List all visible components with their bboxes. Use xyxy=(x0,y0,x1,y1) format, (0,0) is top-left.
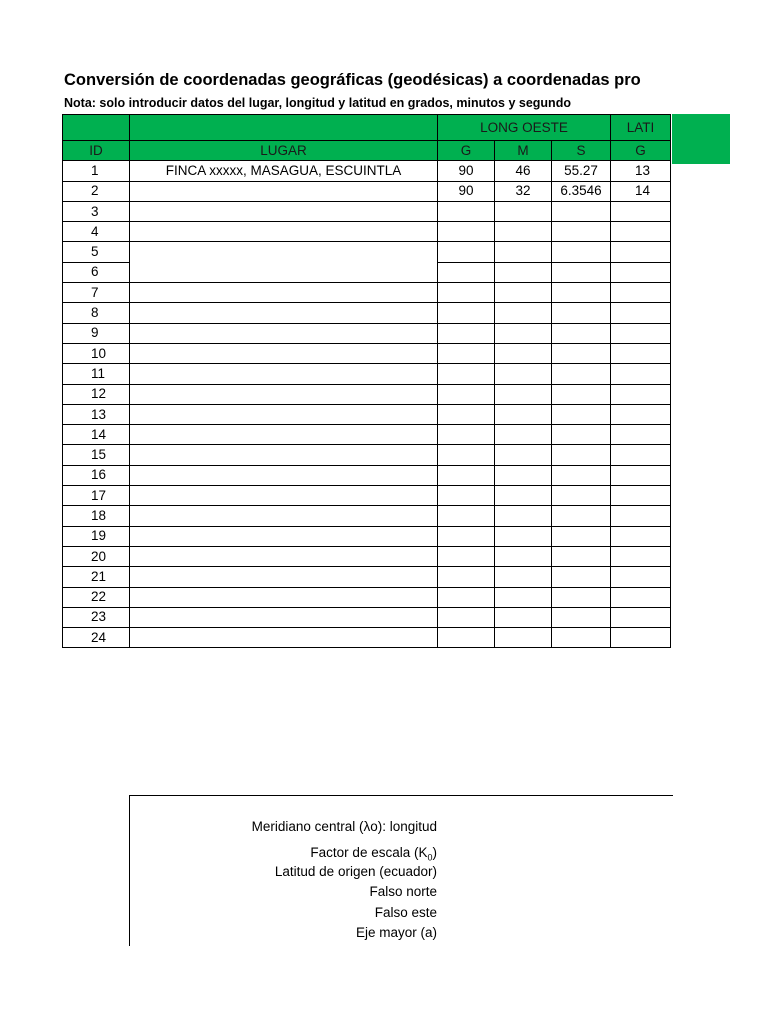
cell-lat-g[interactable] xyxy=(611,364,671,384)
cell-lugar[interactable] xyxy=(130,242,438,283)
header-lat-g: G xyxy=(611,141,671,161)
cell-long-m[interactable] xyxy=(495,222,552,242)
table-row xyxy=(63,506,671,526)
cell-lugar[interactable] xyxy=(130,486,438,506)
cell-lugar[interactable] xyxy=(130,283,438,303)
cell-id[interactable]: 8 xyxy=(63,303,130,323)
cell-long-m[interactable] xyxy=(495,546,552,566)
param-eje-mayor: Eje mayor (a) xyxy=(355,925,437,940)
cell-id[interactable]: 18 xyxy=(63,506,130,526)
cell-lugar[interactable] xyxy=(130,323,438,343)
table-row xyxy=(63,587,671,607)
cell-lugar[interactable] xyxy=(130,628,438,648)
cell-lat-g[interactable] xyxy=(611,526,671,546)
cell-long-m[interactable] xyxy=(495,384,552,404)
param-factor-close: ) xyxy=(432,845,437,860)
cell-id[interactable]: 3 xyxy=(63,201,130,221)
cell-long-s[interactable] xyxy=(552,303,611,323)
cell-lat-g[interactable] xyxy=(611,384,671,404)
cell-id[interactable]: 7 xyxy=(63,283,130,303)
header-latitud: LATI xyxy=(611,115,671,141)
cell-lugar[interactable] xyxy=(130,607,438,627)
cell-long-g[interactable] xyxy=(438,506,495,526)
cell-long-g[interactable] xyxy=(438,445,495,465)
cell-lat-g[interactable] xyxy=(611,587,671,607)
cell-long-s[interactable] xyxy=(552,425,611,445)
cell-long-m[interactable] xyxy=(495,425,552,445)
cell-long-s[interactable] xyxy=(552,384,611,404)
cell-id[interactable]: 23 xyxy=(63,607,130,627)
param-latitud-origen: Latitud de origen (ecuador) xyxy=(274,864,437,879)
cell-lugar[interactable] xyxy=(130,425,438,445)
cell-long-g[interactable]: 90 xyxy=(438,161,495,181)
cell-long-s[interactable] xyxy=(552,201,611,221)
param-factor-subscript: 0 xyxy=(427,852,433,863)
cell-id[interactable]: 13 xyxy=(63,404,130,424)
cell-long-g[interactable] xyxy=(438,323,495,343)
cell-long-m[interactable] xyxy=(495,526,552,546)
cell-lat-g[interactable] xyxy=(611,222,671,242)
cell-lat-g[interactable] xyxy=(611,343,671,363)
param-factor-escala xyxy=(310,845,437,863)
cell-id[interactable]: 16 xyxy=(63,465,130,485)
header-cell-blank xyxy=(63,115,130,141)
cell-long-s[interactable] xyxy=(552,567,611,587)
header-m: M xyxy=(495,141,552,161)
table-row xyxy=(63,343,671,363)
cell-long-s[interactable]: 55.27 xyxy=(552,161,611,181)
table-row xyxy=(63,384,671,404)
cell-long-m[interactable] xyxy=(495,303,552,323)
header-g: G xyxy=(438,141,495,161)
cell-lugar[interactable] xyxy=(130,546,438,566)
cell-id[interactable]: 9 xyxy=(63,323,130,343)
cell-long-m[interactable] xyxy=(495,262,552,282)
cell-lugar[interactable] xyxy=(130,222,438,242)
cell-long-m[interactable] xyxy=(495,404,552,424)
cell-id[interactable]: 22 xyxy=(63,587,130,607)
table-row xyxy=(63,425,671,445)
cell-long-s[interactable]: 6.3546 xyxy=(552,181,611,201)
cell-id[interactable]: 19 xyxy=(63,526,130,546)
cell-id[interactable]: 24 xyxy=(63,628,130,648)
table-row xyxy=(63,242,671,262)
cell-id[interactable]: 6 xyxy=(63,262,130,282)
cell-long-g[interactable] xyxy=(438,628,495,648)
header-overflow-band xyxy=(672,114,730,164)
cell-long-s[interactable] xyxy=(552,343,611,363)
cell-long-s[interactable] xyxy=(552,465,611,485)
cell-lugar[interactable] xyxy=(130,465,438,485)
header-long-oeste: LONG OESTE xyxy=(438,115,611,141)
cell-long-s[interactable] xyxy=(552,486,611,506)
sheet-note: Nota: solo introducir datos del lugar, longitud y latitud en grados, minutos y segundo xyxy=(64,96,571,110)
table-row xyxy=(63,161,671,181)
table-row xyxy=(63,607,671,627)
cell-id[interactable]: 11 xyxy=(63,364,130,384)
table-row xyxy=(63,201,671,221)
cell-long-m[interactable] xyxy=(495,201,552,221)
header-cell-blank xyxy=(130,115,438,141)
cell-long-s[interactable] xyxy=(552,546,611,566)
table-row xyxy=(63,445,671,465)
table-row xyxy=(63,404,671,424)
cell-lat-g[interactable] xyxy=(611,303,671,323)
coordinates-table xyxy=(62,114,671,648)
param-meridiano-central: Meridiano central (λo): longitud xyxy=(251,819,437,834)
cell-long-s[interactable] xyxy=(552,323,611,343)
cell-long-g[interactable] xyxy=(438,587,495,607)
cell-long-m[interactable]: 32 xyxy=(495,181,552,201)
cell-long-m[interactable] xyxy=(495,628,552,648)
cell-long-g[interactable]: 90 xyxy=(438,181,495,201)
cell-long-g[interactable] xyxy=(438,526,495,546)
param-falso-norte: Falso norte xyxy=(369,884,437,899)
table-row xyxy=(63,323,671,343)
header-lugar: LUGAR xyxy=(130,141,438,161)
param-factor-text: Factor de escala (K xyxy=(310,845,428,860)
cell-id[interactable]: 17 xyxy=(63,486,130,506)
cell-id[interactable]: 2 xyxy=(63,181,130,201)
cell-lat-g[interactable] xyxy=(611,262,671,282)
cell-id[interactable]: 12 xyxy=(63,384,130,404)
table-row xyxy=(63,364,671,384)
cell-long-m[interactable] xyxy=(495,486,552,506)
cell-lat-g[interactable] xyxy=(611,404,671,424)
header-s: S xyxy=(552,141,611,161)
cell-lugar[interactable]: FINCA xxxxx, MASAGUA, ESCUINTLA xyxy=(130,161,438,181)
cell-long-s[interactable] xyxy=(552,222,611,242)
cell-lugar[interactable] xyxy=(130,181,438,201)
cell-lat-g[interactable] xyxy=(611,567,671,587)
table-row xyxy=(63,465,671,485)
cell-long-s[interactable] xyxy=(552,587,611,607)
cell-long-s[interactable] xyxy=(552,628,611,648)
cell-long-m[interactable] xyxy=(495,567,552,587)
cell-long-s[interactable] xyxy=(552,404,611,424)
projection-parameters-box xyxy=(129,795,673,946)
coordinates-table-area xyxy=(62,114,672,655)
cell-id[interactable]: 10 xyxy=(63,343,130,363)
cell-long-s[interactable] xyxy=(552,445,611,465)
cell-long-g[interactable] xyxy=(438,262,495,282)
cell-lat-g[interactable] xyxy=(611,201,671,221)
cell-long-m[interactable] xyxy=(495,607,552,627)
cell-lat-g[interactable]: 14 xyxy=(611,181,671,201)
cell-lat-g[interactable] xyxy=(611,445,671,465)
cell-long-g[interactable] xyxy=(438,201,495,221)
cell-lat-g[interactable]: 13 xyxy=(611,161,671,181)
cell-id[interactable]: 20 xyxy=(63,546,130,566)
cell-lugar[interactable] xyxy=(130,526,438,546)
cell-lat-g[interactable] xyxy=(611,465,671,485)
table-row xyxy=(63,546,671,566)
cell-lugar[interactable] xyxy=(130,587,438,607)
cell-long-g[interactable] xyxy=(438,486,495,506)
cell-long-m[interactable] xyxy=(495,343,552,363)
cell-long-g[interactable] xyxy=(438,222,495,242)
param-falso-este: Falso este xyxy=(374,905,437,920)
cell-lugar[interactable] xyxy=(130,404,438,424)
cell-lugar[interactable] xyxy=(130,364,438,384)
table-row xyxy=(63,628,671,648)
cell-long-g[interactable] xyxy=(438,242,495,262)
cell-id[interactable]: 4 xyxy=(63,222,130,242)
cell-long-g[interactable] xyxy=(438,303,495,323)
cell-long-m[interactable] xyxy=(495,506,552,526)
cell-lat-g[interactable] xyxy=(611,283,671,303)
table-row xyxy=(63,526,671,546)
table-row xyxy=(63,486,671,506)
header-group-row xyxy=(63,115,671,141)
cell-id[interactable]: 21 xyxy=(63,567,130,587)
cell-lat-g[interactable] xyxy=(611,242,671,262)
sheet-title: Conversión de coordenadas geográficas (geodésicas) a coordenadas pro xyxy=(64,71,641,89)
header-id: ID xyxy=(63,141,130,161)
cell-lat-g[interactable] xyxy=(611,607,671,627)
cell-long-g[interactable] xyxy=(438,465,495,485)
cell-lugar[interactable] xyxy=(130,303,438,323)
table-row xyxy=(63,181,671,201)
cell-long-g[interactable] xyxy=(438,425,495,445)
cell-lugar[interactable] xyxy=(130,506,438,526)
cell-lugar[interactable] xyxy=(130,384,438,404)
cell-long-m[interactable]: 46 xyxy=(495,161,552,181)
cell-long-g[interactable] xyxy=(438,546,495,566)
cell-long-g[interactable] xyxy=(438,567,495,587)
cell-long-m[interactable] xyxy=(495,445,552,465)
cell-long-m[interactable] xyxy=(495,323,552,343)
cell-long-s[interactable] xyxy=(552,506,611,526)
cell-lugar[interactable] xyxy=(130,445,438,465)
cell-long-g[interactable] xyxy=(438,343,495,363)
header-column-row xyxy=(63,141,671,161)
cell-lugar[interactable] xyxy=(130,567,438,587)
cell-long-m[interactable] xyxy=(495,465,552,485)
cell-long-s[interactable] xyxy=(552,242,611,262)
cell-long-g[interactable] xyxy=(438,384,495,404)
cell-lugar[interactable] xyxy=(130,201,438,221)
cell-long-g[interactable] xyxy=(438,364,495,384)
cell-lugar[interactable] xyxy=(130,343,438,363)
cell-id[interactable]: 14 xyxy=(63,425,130,445)
cell-id[interactable]: 1 xyxy=(63,161,130,181)
cell-long-s[interactable] xyxy=(552,364,611,384)
table-row xyxy=(63,303,671,323)
cell-long-s[interactable] xyxy=(552,262,611,282)
cell-long-m[interactable] xyxy=(495,587,552,607)
cell-long-s[interactable] xyxy=(552,607,611,627)
cell-id[interactable]: 15 xyxy=(63,445,130,465)
table-row xyxy=(63,283,671,303)
cell-lat-g[interactable] xyxy=(611,506,671,526)
table-row xyxy=(63,567,671,587)
cell-long-s[interactable] xyxy=(552,526,611,546)
table-row xyxy=(63,222,671,242)
cell-lat-g[interactable] xyxy=(611,628,671,648)
cell-lat-g[interactable] xyxy=(611,323,671,343)
cell-id[interactable]: 5 xyxy=(63,242,130,262)
cell-lat-g[interactable] xyxy=(611,546,671,566)
cell-long-m[interactable] xyxy=(495,364,552,384)
cell-long-g[interactable] xyxy=(438,404,495,424)
cell-lat-g[interactable] xyxy=(611,486,671,506)
cell-lat-g[interactable] xyxy=(611,425,671,445)
cell-long-g[interactable] xyxy=(438,607,495,627)
cell-long-m[interactable] xyxy=(495,283,552,303)
cell-long-g[interactable] xyxy=(438,283,495,303)
cell-long-m[interactable] xyxy=(495,242,552,262)
cell-long-s[interactable] xyxy=(552,283,611,303)
